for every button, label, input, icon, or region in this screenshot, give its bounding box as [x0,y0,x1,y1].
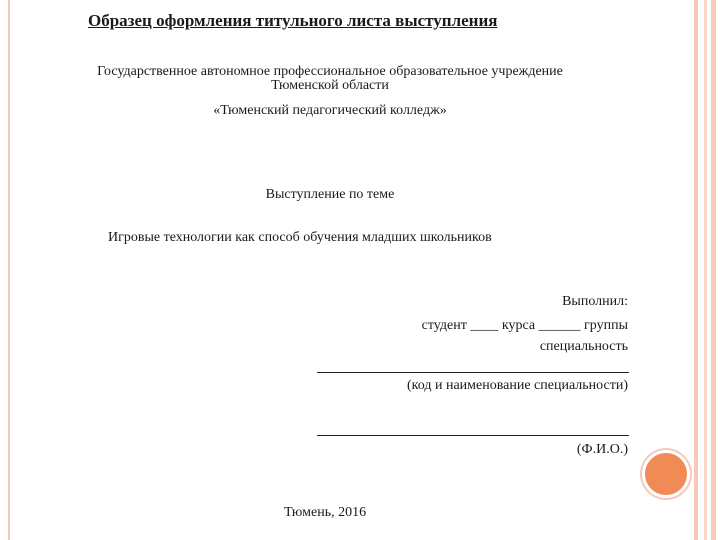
talk-topic: Игровые технологии как способ обучения младших школьников [108,230,492,245]
college-name: «Тюменский педагогический колледж» [213,103,447,118]
frame-stripe [694,0,698,540]
speciality-caption: (код и наименование специальности) [406,378,628,393]
page-title: Образец оформления титульного листа выступления [88,11,498,30]
frame-stripe [704,0,707,540]
done-by-label: Выполнил: [562,294,628,309]
name-caption: (Ф.И.О.) [576,442,628,457]
city-year: Тюмень, 2016 [284,505,367,520]
right-frame-decoration [686,0,720,540]
frame-stripe [711,0,716,540]
organization-line-2: Тюменской области [271,78,389,93]
speciality-label: специальность [539,339,628,354]
talk-label: Выступление по теме [265,187,395,202]
student-course-group-line: студент ____ курса ______ группы [421,318,628,333]
speciality-blank-line [317,372,629,373]
organization-line-1: Государственное автономное профессиональное образовательное учреждение [97,64,563,79]
name-blank-line [317,435,629,436]
decorative-circle-icon [642,450,690,498]
